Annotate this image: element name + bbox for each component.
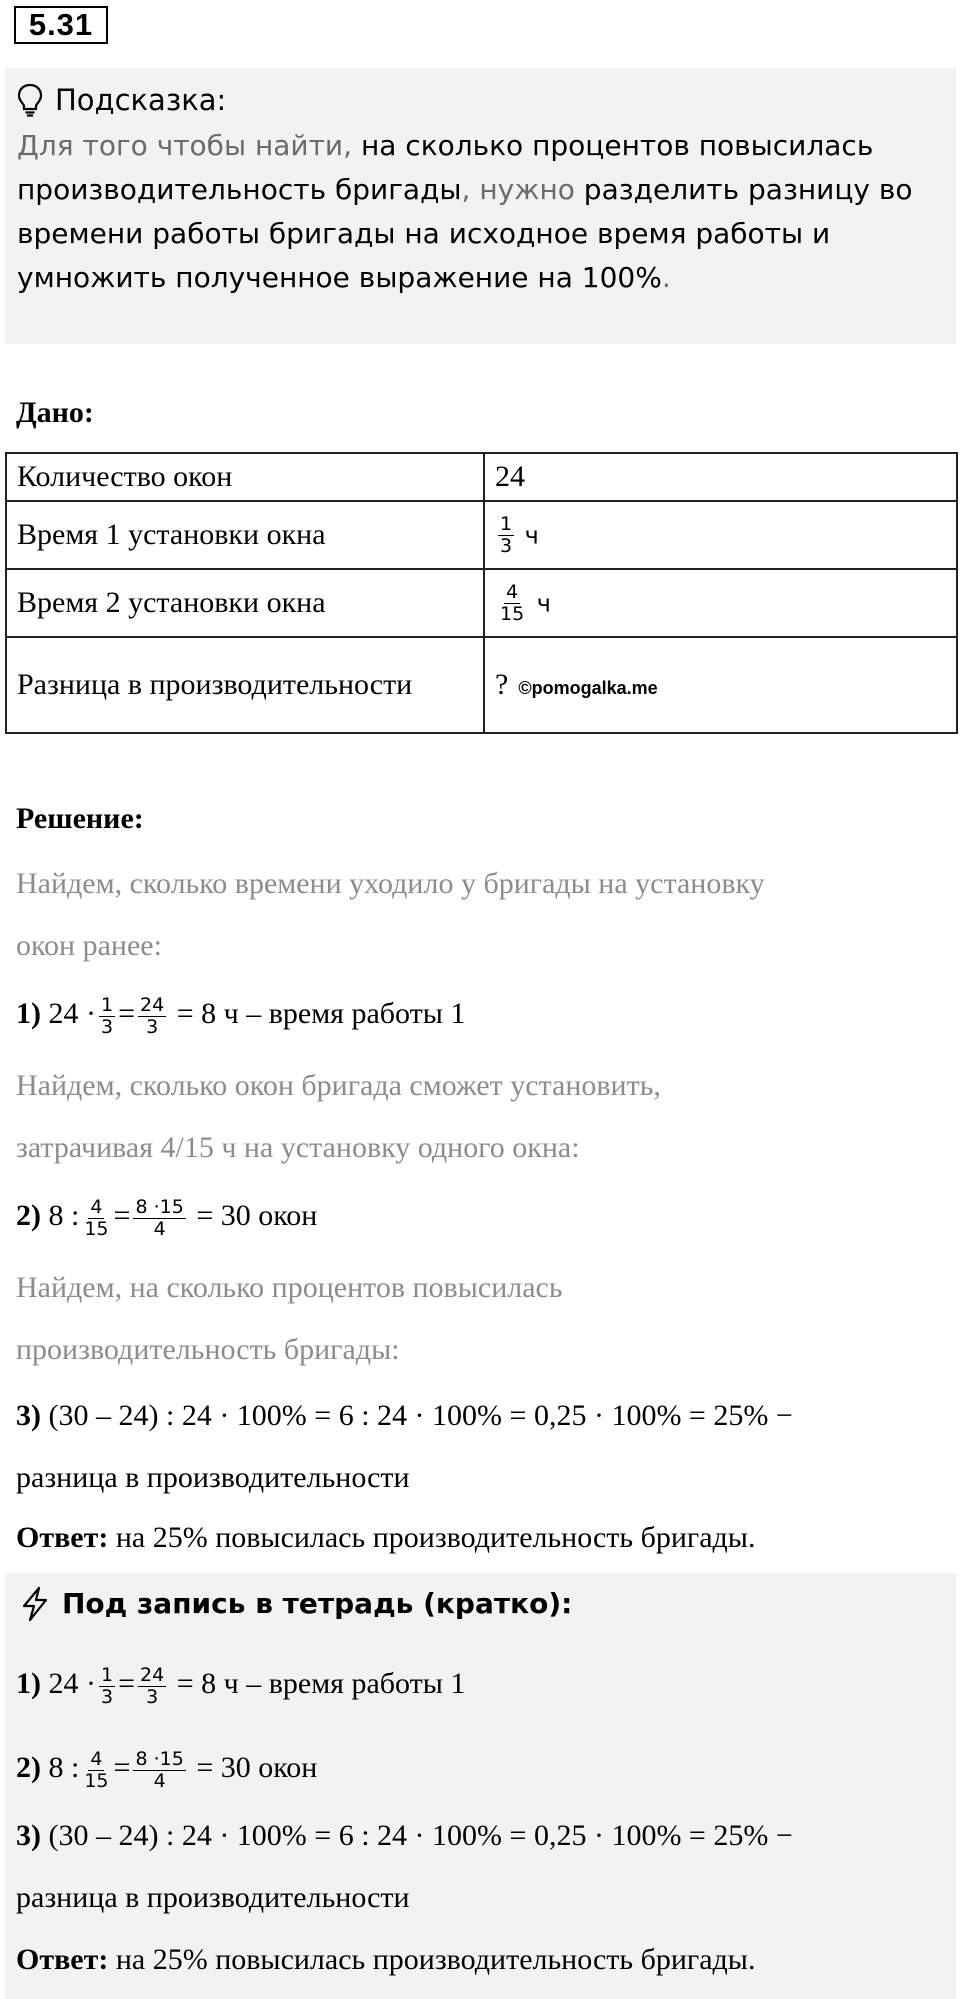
fraction (82, 1197, 110, 1240)
fraction-denominator: 3 (500, 534, 513, 557)
hint-part-3: , нужно (461, 173, 584, 206)
step-result: = 8 ч – время работы 1 (176, 997, 466, 1030)
step-number: 3) (16, 1399, 41, 1432)
fraction-denominator: 15 (500, 602, 525, 625)
fraction-numerator: 24 (140, 993, 165, 1016)
hint-part-1: Для того чтобы найти, (17, 129, 361, 162)
answer-text: на 25% повысилась производительность бригады. (115, 1521, 756, 1554)
fraction-denominator: 4 (153, 1769, 166, 1792)
given-label-windows: Количество окон (6, 453, 484, 501)
fraction (133, 1749, 185, 1792)
equals: = (113, 1199, 131, 1232)
given-label-time2: Время 2 установки окна (6, 569, 484, 637)
given-label-diff: Разница в производительности (6, 637, 484, 733)
answer-text: на 25% повысилась производительность бригады. (115, 1943, 756, 1976)
step-number: 2) (16, 1751, 41, 1784)
hint-part-5: . (661, 261, 671, 294)
equals: = (113, 1751, 131, 1784)
task-number: 5.31 (14, 6, 108, 44)
fraction-numerator: 1 (500, 512, 513, 535)
short-step-3 (16, 1816, 793, 1856)
short-notes-title: Под запись в тетрадь (кратко): (62, 1587, 573, 1620)
table-row (6, 569, 957, 637)
lightbulb-icon (17, 83, 43, 117)
hint-title: Подсказка: (55, 83, 227, 117)
fraction-denominator: 4 (153, 1217, 166, 1240)
solution-title: Решение: (16, 802, 144, 835)
fraction (138, 995, 166, 1038)
fraction-numerator: 4 (506, 580, 519, 603)
given-value-time1 (484, 501, 957, 569)
answer (16, 1518, 755, 1558)
fraction (498, 582, 526, 625)
fraction-numerator: 8 ·15 (135, 1195, 184, 1218)
given-label-time1: Время 1 установки окна (6, 501, 484, 569)
fraction (99, 995, 115, 1038)
step-result: = 30 окон (196, 1199, 318, 1232)
fraction-numerator: 24 (140, 1663, 165, 1686)
answer-label: Ответ: (16, 1943, 109, 1976)
solution-step-3-cont: разница в производительности (16, 1461, 410, 1494)
solution-text-3a: Найдем, на сколько процентов повысилась (16, 1271, 563, 1304)
step-number: 3) (16, 1819, 41, 1852)
solution-step-2 (16, 1196, 317, 1240)
hint-header (17, 80, 944, 120)
given-title: Дано: (16, 396, 94, 429)
step-result: = 8 ч – время работы 1 (176, 1667, 466, 1700)
hint-box (5, 68, 956, 344)
solution-text-2a: Найдем, сколько окон бригада сможет установить, (16, 1069, 661, 1102)
step-expr: 24 · (48, 1667, 96, 1700)
solution-text-2b: затрачивая 4/15 ч на установку одного окна: (16, 1131, 580, 1164)
step-result: = 30 окон (196, 1751, 318, 1784)
step-expr: 8 : (48, 1199, 80, 1232)
step-expr: (30 – 24) : 24 · 100% = 6 : 24 · 100% = 0,25 · 100% = 25% − (48, 1819, 793, 1852)
fraction-denominator: 3 (101, 1015, 114, 1038)
short-step-2 (16, 1748, 317, 1792)
step-expr: (30 – 24) : 24 · 100% = 6 : 24 · 100% = 0,25 · 100% = 25% − (48, 1399, 793, 1432)
fraction-denominator: 15 (84, 1769, 109, 1792)
step-expr: 24 · (48, 997, 96, 1030)
watermark: ©pomogalka.me (518, 678, 658, 698)
fraction (82, 1749, 110, 1792)
given-value-diff (484, 637, 957, 733)
hint-part-2: на сколько процентов повысилась производительность бригады (17, 129, 874, 206)
short-notes-header (20, 1584, 572, 1624)
step-expr: 8 : (48, 1751, 80, 1784)
equals: = (118, 1667, 136, 1700)
unknown-mark: ? (495, 668, 509, 701)
hint-text (17, 124, 917, 300)
fraction (498, 514, 514, 557)
step-number: 1) (16, 1667, 41, 1700)
solution-text-3b: производительность бригады: (16, 1333, 400, 1366)
equals: = (118, 997, 136, 1030)
fraction (133, 1197, 185, 1240)
given-value-time2 (484, 569, 957, 637)
answer-label: Ответ: (16, 1521, 109, 1554)
unit: ч (524, 521, 539, 549)
table-row (6, 453, 957, 501)
given-value-windows: 24 (484, 453, 957, 501)
table-row (6, 501, 957, 569)
fraction-denominator: 3 (146, 1015, 159, 1038)
solution-text-1b: окон ранее: (16, 929, 162, 962)
fraction (138, 1665, 166, 1708)
hint-part-4: разделить разницу во времени работы бригады на исходное время работы и умножить полученное выражение на 100% (17, 173, 913, 294)
fraction-numerator: 8 ·15 (135, 1747, 184, 1770)
solution-step-3 (16, 1396, 793, 1436)
short-answer (16, 1940, 755, 1980)
fraction (99, 1665, 115, 1708)
fraction-numerator: 4 (90, 1747, 103, 1770)
solution-step-1 (16, 994, 465, 1038)
lightning-icon (20, 1586, 50, 1622)
fraction-numerator: 1 (101, 1663, 114, 1686)
fraction-numerator: 4 (90, 1195, 103, 1218)
table-row (6, 637, 957, 733)
fraction-denominator: 3 (101, 1685, 114, 1708)
fraction-numerator: 1 (101, 993, 114, 1016)
given-table (5, 452, 958, 734)
short-step-1 (16, 1664, 465, 1708)
solution-text-1a: Найдем, сколько времени уходило у бригады на установку (16, 867, 765, 900)
fraction-denominator: 15 (84, 1217, 109, 1240)
step-number: 1) (16, 997, 41, 1030)
fraction-denominator: 3 (146, 1685, 159, 1708)
step-number: 2) (16, 1199, 41, 1232)
unit: ч (536, 589, 551, 617)
short-step-3-cont: разница в производительности (16, 1881, 410, 1914)
